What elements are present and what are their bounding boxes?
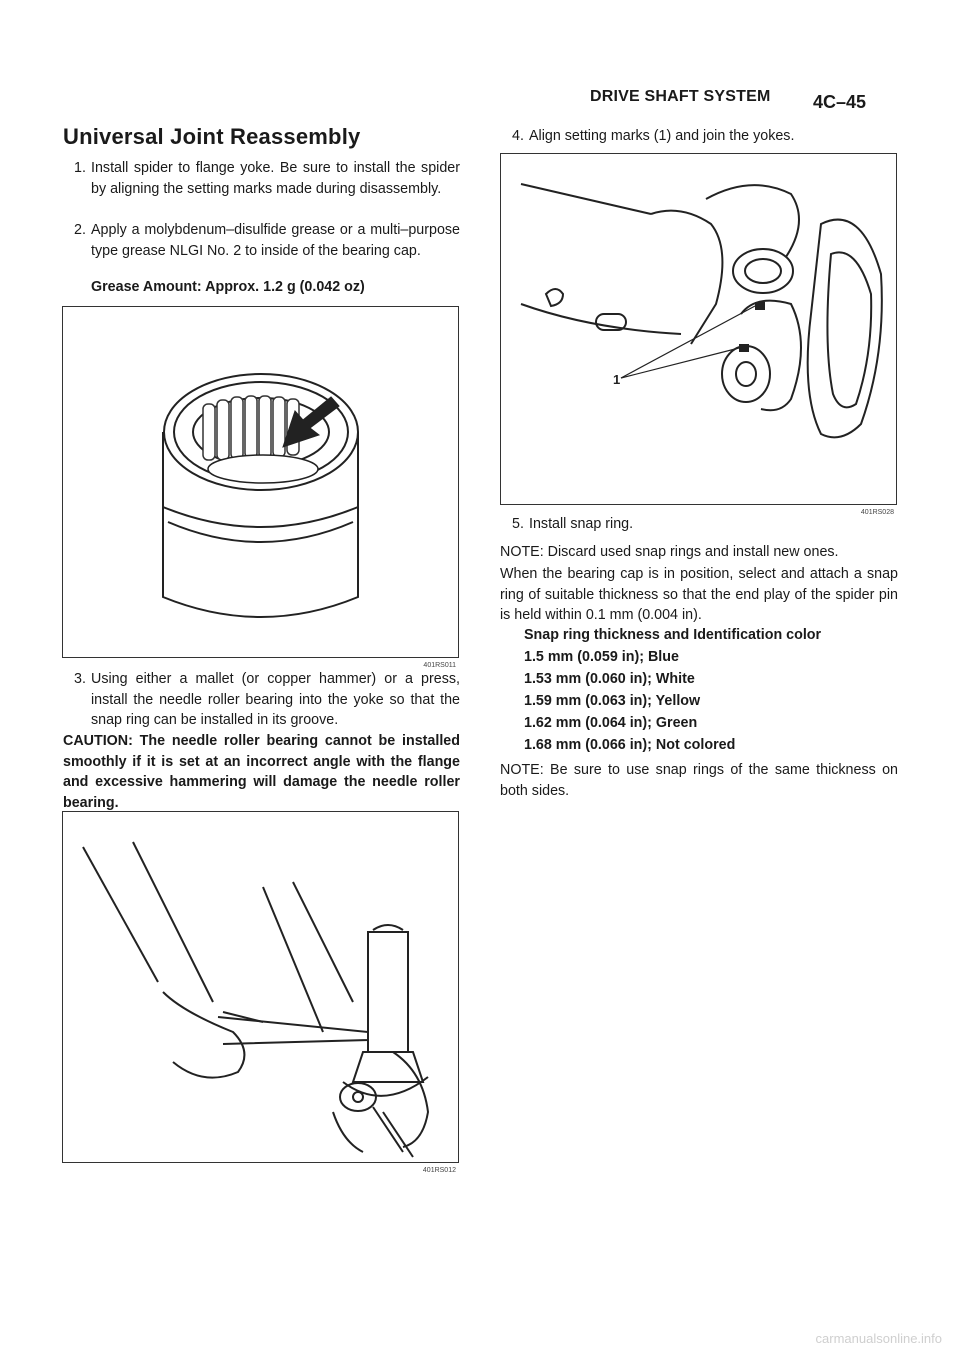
step-4 xyxy=(512,126,898,147)
snap-ring-row: 1.68 mm (0.066 in); Not colored xyxy=(524,737,736,753)
figure-id: 401RS011 xyxy=(423,662,456,669)
snap-ring-row: 1.5 mm (0.059 in); Blue xyxy=(524,649,679,665)
note-discard: NOTE: Discard used snap rings and install new ones. xyxy=(500,544,839,560)
step-number: 4. xyxy=(512,128,524,144)
footer-watermark[interactable]: carmanualsonline.info xyxy=(815,1331,942,1346)
callout-label: 1 xyxy=(613,372,621,387)
step-text: Install spider to flange yoke. Be sure to install the spider by aligning the setting marks made during disassembly. xyxy=(91,160,460,197)
step-number: 3. xyxy=(74,671,86,687)
page-number: 4C–45 xyxy=(813,92,867,112)
step-number: 5. xyxy=(512,516,524,532)
figure-yoke xyxy=(500,153,897,516)
caution-note: CAUTION: The needle roller bearing cannot be installed smoothly if it is set at an incorrect angle with the flange and excessive hammering will damage the needle roller bearing. xyxy=(63,733,460,811)
figure-bearing xyxy=(62,306,459,669)
snap-ring-row: 1.62 mm (0.064 in); Green xyxy=(524,715,698,731)
step-number: 2. xyxy=(74,222,86,238)
step-5 xyxy=(512,514,898,535)
end-play-paragraph: When the bearing cap is in position, select and attach a snap ring of suitable thickness so that the end play of the spider pin is held within 0.1 mm (0.004 in). xyxy=(500,566,898,623)
figure-id: 401RS028 xyxy=(860,509,894,516)
step-text: Install snap ring. xyxy=(529,516,634,532)
step-3 xyxy=(74,669,460,731)
note-same-thickness: NOTE: Be sure to use snap rings of the same thickness on both sides. xyxy=(500,762,898,799)
hammer-illustration xyxy=(63,812,458,1162)
step-number: 1. xyxy=(74,160,86,176)
step-1 xyxy=(74,158,460,199)
step-2 xyxy=(74,220,460,261)
grease-amount: Grease Amount: Approx. 1.2 g (0.042 oz) xyxy=(91,279,365,295)
snap-ring-row: 1.59 mm (0.063 in); Yellow xyxy=(524,693,701,709)
snap-ring-row: 1.53 mm (0.060 in); White xyxy=(524,671,695,687)
figure-hammer xyxy=(62,811,459,1174)
yoke-illustration xyxy=(501,154,896,504)
figure-id: 401RS012 xyxy=(422,1167,456,1174)
step-text: Using either a mallet (or copper hammer) or a press, install the needle roller bearing into the yoke so that the snap ring can be installed in its groove. xyxy=(91,671,460,728)
step-text: Align setting marks (1) and join the yokes. xyxy=(529,128,795,144)
section-title: DRIVE SHAFT SYSTEM xyxy=(590,88,771,105)
bearing-illustration xyxy=(63,307,458,657)
page-title: Universal Joint Reassembly xyxy=(63,124,361,149)
step-text: Apply a molybdenum–disulfide grease or a multi–purpose type grease NLGI No. 2 to inside of the bearing cap. xyxy=(91,222,460,259)
snap-ring-heading: Snap ring thickness and Identification color xyxy=(524,627,822,643)
